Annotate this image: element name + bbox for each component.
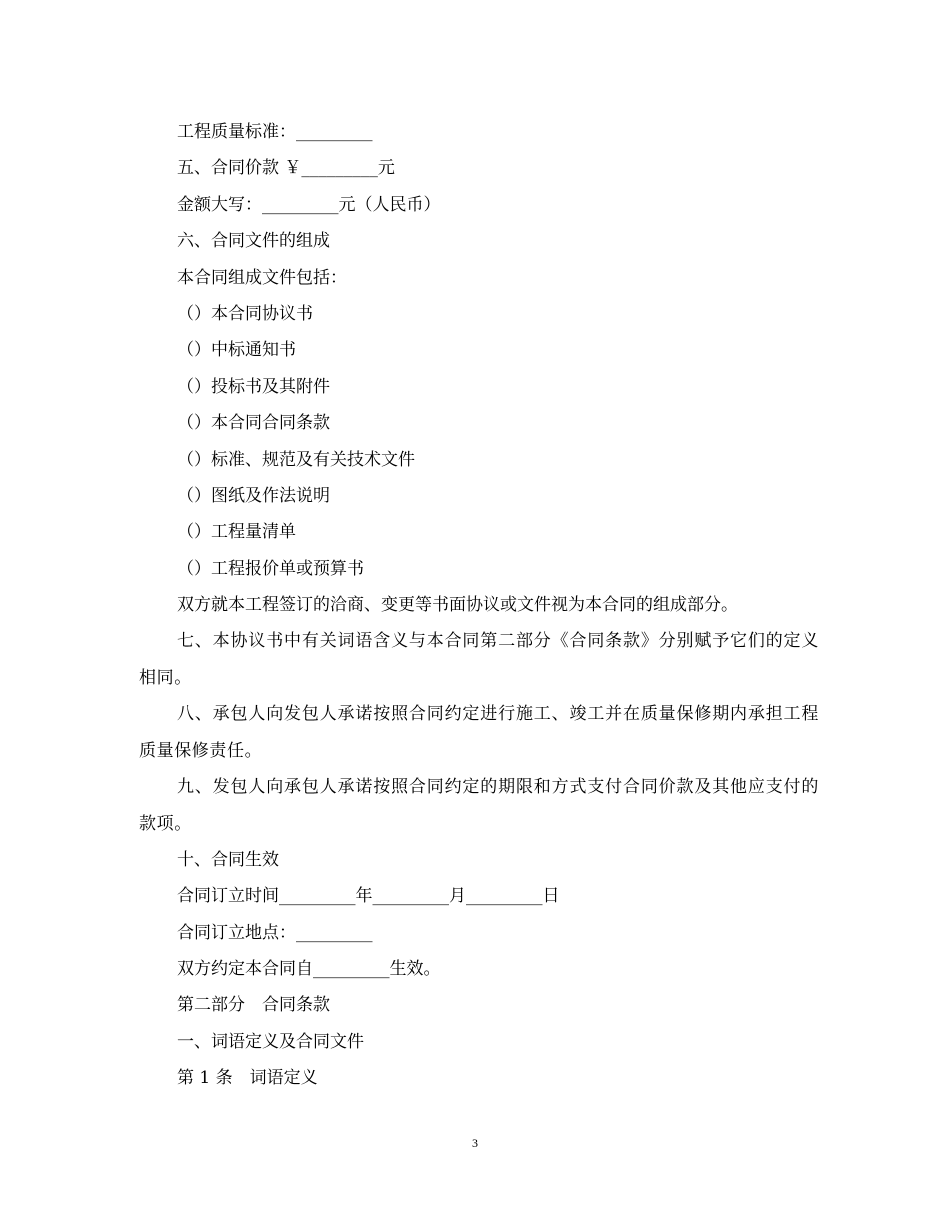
article-1-heading: 第 1 条 词语定义 <box>177 1068 318 1089</box>
chapter-1-heading: 一、词语定义及合同文件 <box>177 1031 364 1052</box>
section-7-paragraph: 七、本协议书中有关词语含义与本合同第二部分《合同条款》分别赋予它们的定义相同。 <box>139 631 819 688</box>
contract-price-line: 五、合同价款 ￥_________元 <box>177 158 395 179</box>
list-item: （）本合同合同条款 <box>177 413 330 434</box>
supplementary-docs-line: 双方就本工程签订的洽商、变更等书面协议或文件视为本合同的组成部分。 <box>177 595 738 616</box>
section-6-intro: 本合同组成文件包括： <box>177 267 347 288</box>
quality-standard-line: 工程质量标准：_________ <box>177 122 373 142</box>
list-item: （）投标书及其附件 <box>177 376 330 397</box>
page-number: 3 <box>472 1136 478 1150</box>
list-item: （）标准、规范及有关技术文件 <box>177 449 415 470</box>
section-10-heading: 十、合同生效 <box>177 849 279 870</box>
part-2-heading: 第二部分 合同条款 <box>177 995 330 1016</box>
list-item: （）中标通知书 <box>177 340 296 361</box>
effective-date-line: 双方约定本合同自_________生效。 <box>177 959 441 980</box>
signing-date-line: 合同订立时间_________年_________月_________日 <box>177 886 560 907</box>
section-6-heading: 六、合同文件的组成 <box>177 231 330 252</box>
list-item: （）图纸及作法说明 <box>177 485 330 506</box>
list-item: （）工程量清单 <box>177 522 296 543</box>
section-8-paragraph: 八、承包人向发包人承诺按照合同约定进行施工、竣工并在质量保修期内承担工程质量保修责任。 <box>139 704 819 761</box>
list-item: （）本合同协议书 <box>177 303 313 324</box>
list-item: （）工程报价单或预算书 <box>177 558 364 579</box>
section-9-paragraph: 九、发包人向承包人承诺按照合同约定的期限和方式支付合同价款及其他应支付的款项。 <box>139 777 819 834</box>
signing-place-line: 合同订立地点：_________ <box>177 922 373 943</box>
page-body <box>139 114 819 1097</box>
amount-in-words-line: 金额大写：_________元（人民币） <box>177 194 441 215</box>
